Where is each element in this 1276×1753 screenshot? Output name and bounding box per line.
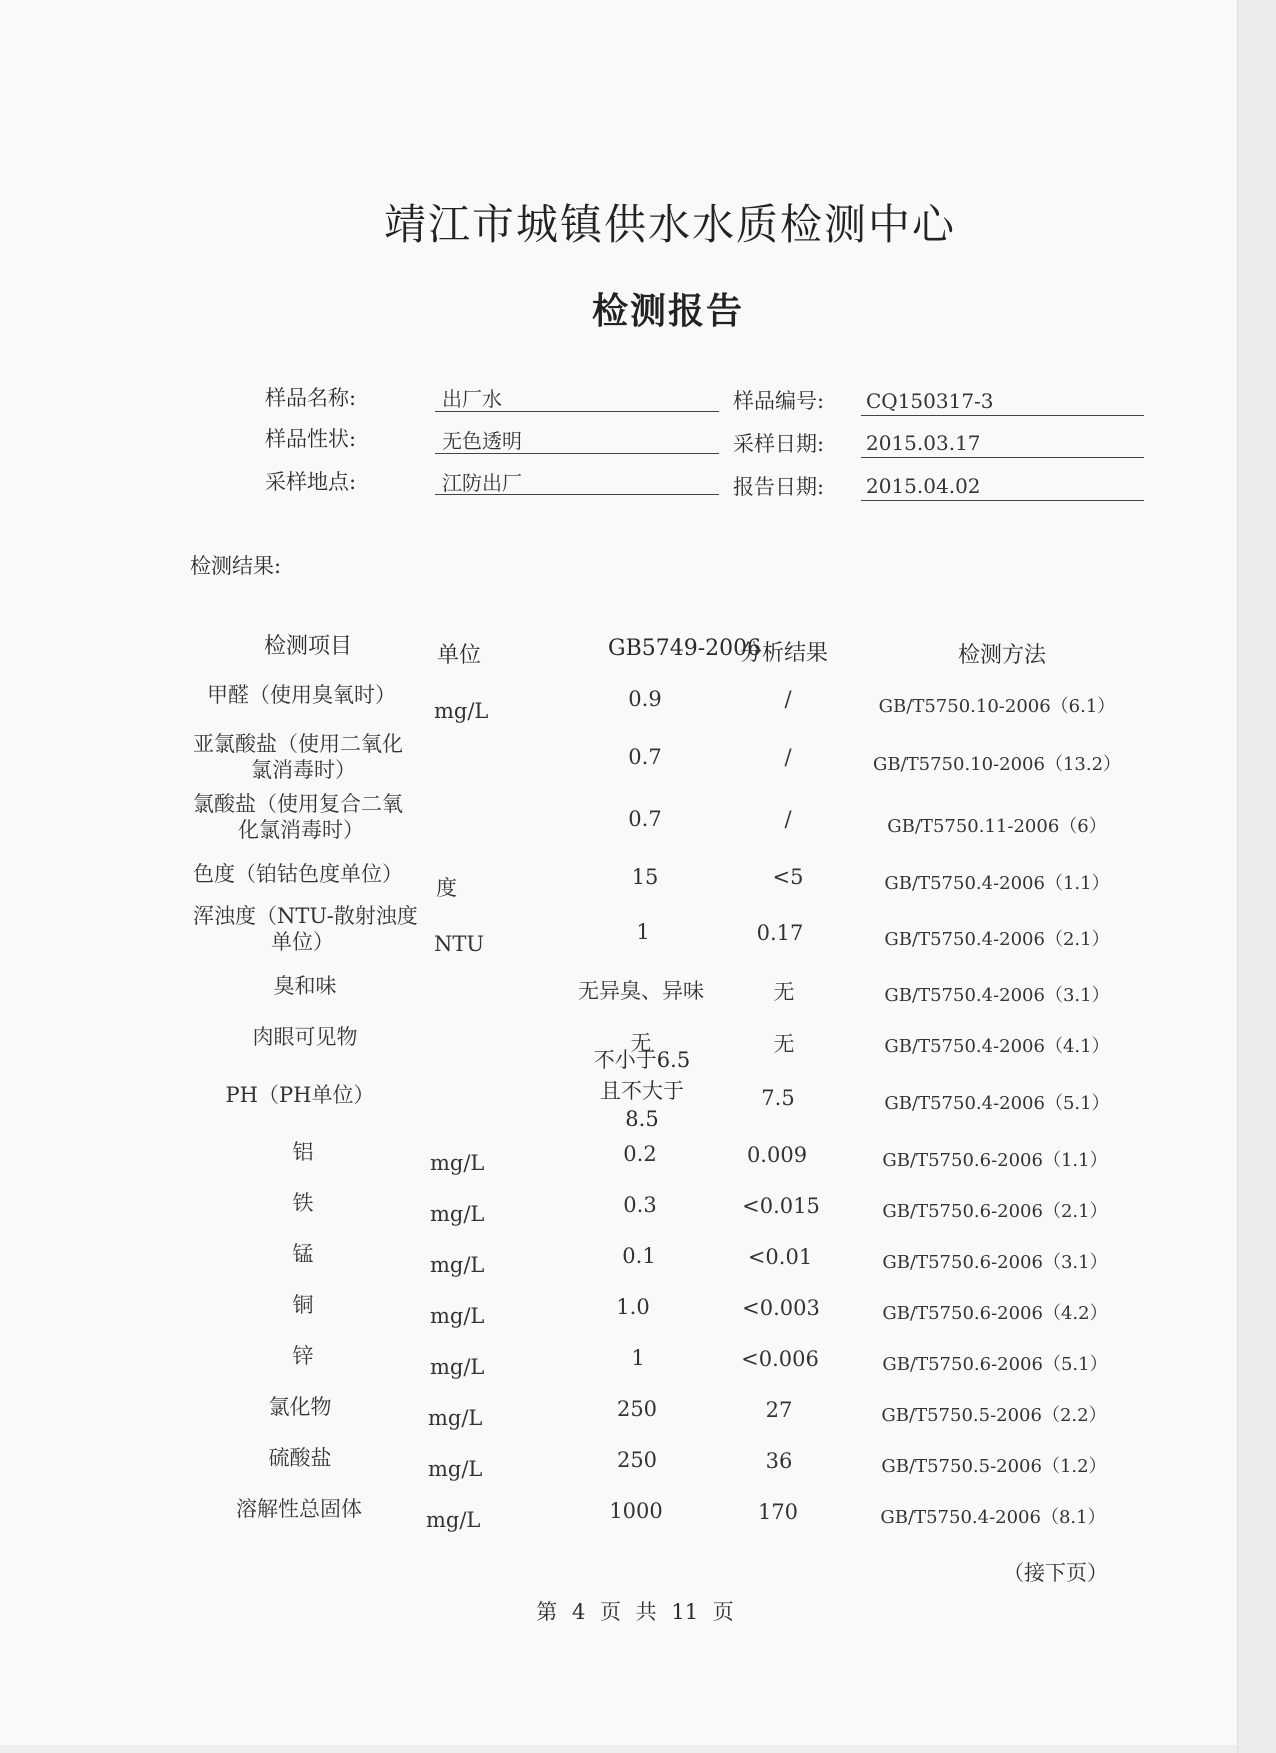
row-method: GB/T5750.4-2006（1.1） bbox=[884, 873, 1110, 894]
row-standard: 1 bbox=[631, 1346, 645, 1370]
organization-title: 靖江市城镇供水水质检测中心 bbox=[383, 200, 957, 249]
row-standard: 0.1 bbox=[622, 1244, 656, 1268]
report-date-label: 报告日期: bbox=[733, 475, 825, 499]
row-standard: 250 bbox=[616, 1448, 658, 1472]
row-method: GB/T5750.4-2006（3.1） bbox=[884, 985, 1110, 1006]
sample-no-underline bbox=[861, 415, 1144, 416]
header-unit: 单位 bbox=[437, 643, 482, 668]
row-item-line1: 亚氯酸盐（使用二氧化 bbox=[193, 732, 403, 756]
sample-state-underline bbox=[435, 453, 719, 454]
row-item: PH（PH单位） bbox=[225, 1083, 375, 1107]
header-method: 检测方法 bbox=[957, 643, 1047, 668]
row-result: 27 bbox=[765, 1398, 793, 1422]
row-result: 0.17 bbox=[756, 921, 804, 945]
row-result: <0.01 bbox=[747, 1245, 813, 1269]
sampling-site-value: 江防出厂 bbox=[442, 471, 522, 495]
sample-name-label: 样品名称: bbox=[265, 386, 357, 410]
row-item: 铜 bbox=[292, 1293, 314, 1317]
row-standard: 1 bbox=[636, 920, 650, 944]
row-standard: 1.0 bbox=[616, 1295, 650, 1319]
row-item: 铝 bbox=[292, 1140, 314, 1164]
row-result: 170 bbox=[757, 1500, 799, 1524]
row-result: 无 bbox=[773, 980, 795, 1004]
row-standard: 0.2 bbox=[623, 1142, 657, 1166]
sampling-date-label: 采样日期: bbox=[733, 432, 825, 456]
report-title: 检测报告 bbox=[591, 290, 745, 332]
row-method: GB/T5750.10-2006（6.1） bbox=[878, 696, 1116, 717]
row-result: 无 bbox=[773, 1032, 795, 1056]
row-standard: 无异臭、异味 bbox=[578, 979, 704, 1003]
row-standard: 0.7 bbox=[628, 745, 662, 769]
row-item: 溶解性总固体 bbox=[236, 1497, 362, 1521]
sample-no-value: CQ150317-3 bbox=[866, 389, 994, 413]
row-item: 色度（铂钴色度单位） bbox=[193, 862, 403, 886]
row-standard: 0.7 bbox=[628, 807, 662, 831]
row-result: 7.5 bbox=[761, 1086, 795, 1110]
row-method: GB/T5750.6-2006（3.1） bbox=[882, 1252, 1108, 1273]
row-item: 甲醛（使用臭氧时） bbox=[207, 683, 396, 707]
row-unit: 度 bbox=[436, 876, 457, 900]
sampling-date-underline bbox=[861, 457, 1144, 458]
row-result: / bbox=[784, 687, 792, 711]
row-standard-line2: 且不大于 bbox=[600, 1079, 684, 1103]
page-edge bbox=[1237, 0, 1276, 1753]
row-standard: 无 bbox=[630, 1031, 652, 1055]
row-unit: mg/L bbox=[434, 699, 489, 723]
sampling-date-value: 2015.03.17 bbox=[866, 431, 981, 455]
row-method: GB/T5750.4-2006（4.1） bbox=[884, 1036, 1110, 1057]
results-label: 检测结果: bbox=[190, 554, 282, 578]
row-item: 氯化物 bbox=[268, 1395, 332, 1419]
row-result: 0.009 bbox=[746, 1143, 808, 1167]
row-result: <0.015 bbox=[742, 1194, 820, 1218]
header-item: 检测项目 bbox=[263, 634, 353, 659]
row-standard: 15 bbox=[631, 865, 659, 889]
row-standard: 0.3 bbox=[623, 1193, 657, 1217]
sampling-site-underline bbox=[435, 494, 719, 495]
page-number: 第 4 页 共 11 页 bbox=[536, 1600, 734, 1624]
row-standard-line3: 8.5 bbox=[625, 1107, 659, 1131]
continued-note: （接下页） bbox=[1003, 1561, 1108, 1585]
row-method: GB/T5750.5-2006（1.2） bbox=[881, 1456, 1107, 1477]
row-method: GB/T5750.6-2006（4.2） bbox=[882, 1303, 1108, 1324]
row-item: 锰 bbox=[292, 1242, 314, 1266]
row-item-line2: 化氯消毒时） bbox=[238, 818, 364, 842]
row-standard: 1000 bbox=[609, 1499, 663, 1523]
row-result: <5 bbox=[772, 865, 804, 889]
header-result: 分析结果 bbox=[740, 641, 829, 666]
ph-standard-cell bbox=[567, 1048, 717, 1131]
row-unit: mg/L bbox=[430, 1304, 485, 1328]
row-unit: mg/L bbox=[430, 1151, 485, 1175]
sample-state-label: 样品性状: bbox=[265, 427, 357, 451]
row-unit: NTU bbox=[434, 932, 485, 956]
row-method: GB/T5750.6-2006（2.1） bbox=[882, 1201, 1108, 1222]
row-standard: 0.9 bbox=[628, 687, 662, 711]
row-item: 肉眼可见物 bbox=[252, 1025, 358, 1049]
row-standard: 250 bbox=[616, 1397, 658, 1421]
report-date-value: 2015.04.02 bbox=[866, 474, 981, 498]
row-method: GB/T5750.4-2006（2.1） bbox=[884, 929, 1110, 950]
row-method: GB/T5750.4-2006（8.1） bbox=[880, 1507, 1106, 1528]
sample-state-value: 无色透明 bbox=[442, 429, 522, 453]
row-unit: mg/L bbox=[430, 1253, 485, 1277]
row-method: GB/T5750.10-2006（13.2） bbox=[872, 754, 1122, 775]
row-result: <0.003 bbox=[742, 1296, 820, 1320]
row-unit: mg/L bbox=[430, 1355, 485, 1379]
sample-name-underline bbox=[435, 411, 719, 412]
row-item: 臭和味 bbox=[273, 974, 337, 998]
row-unit: mg/L bbox=[428, 1406, 483, 1430]
row-unit: mg/L bbox=[430, 1202, 485, 1226]
row-method: GB/T5750.6-2006（1.1） bbox=[882, 1150, 1108, 1171]
sampling-site-label: 采样地点: bbox=[265, 470, 357, 494]
report-date-underline bbox=[861, 500, 1144, 501]
row-item: 铁 bbox=[292, 1191, 314, 1215]
row-unit: mg/L bbox=[428, 1457, 483, 1481]
row-method: GB/T5750.4-2006（5.1） bbox=[884, 1093, 1110, 1114]
row-result: <0.006 bbox=[741, 1347, 819, 1371]
sample-name-value: 出厂水 bbox=[442, 387, 502, 411]
page-bottom-band bbox=[0, 1745, 1237, 1753]
row-unit: mg/L bbox=[426, 1508, 481, 1532]
row-method: GB/T5750.6-2006（5.1） bbox=[882, 1354, 1108, 1375]
row-method: GB/T5750.5-2006（2.2） bbox=[881, 1405, 1107, 1426]
row-result: 36 bbox=[765, 1449, 793, 1473]
row-standard-line1: 不小于6.5 bbox=[593, 1048, 691, 1072]
row-item-line2: 单位） bbox=[271, 930, 334, 954]
row-item: 硫酸盐 bbox=[268, 1446, 332, 1470]
row-result: / bbox=[784, 807, 792, 831]
row-method: GB/T5750.11-2006（6） bbox=[887, 816, 1107, 837]
row-item-line1: 浑浊度（NTU-散射浊度 bbox=[193, 904, 418, 928]
row-result: / bbox=[784, 745, 792, 769]
row-item-line1: 氯酸盐（使用复合二氧 bbox=[193, 792, 403, 816]
row-item: 锌 bbox=[292, 1344, 314, 1368]
sample-no-label: 样品编号: bbox=[733, 389, 825, 413]
header-standard: GB5749-2006 bbox=[608, 636, 762, 661]
row-item-line2: 氯消毒时） bbox=[251, 758, 356, 782]
